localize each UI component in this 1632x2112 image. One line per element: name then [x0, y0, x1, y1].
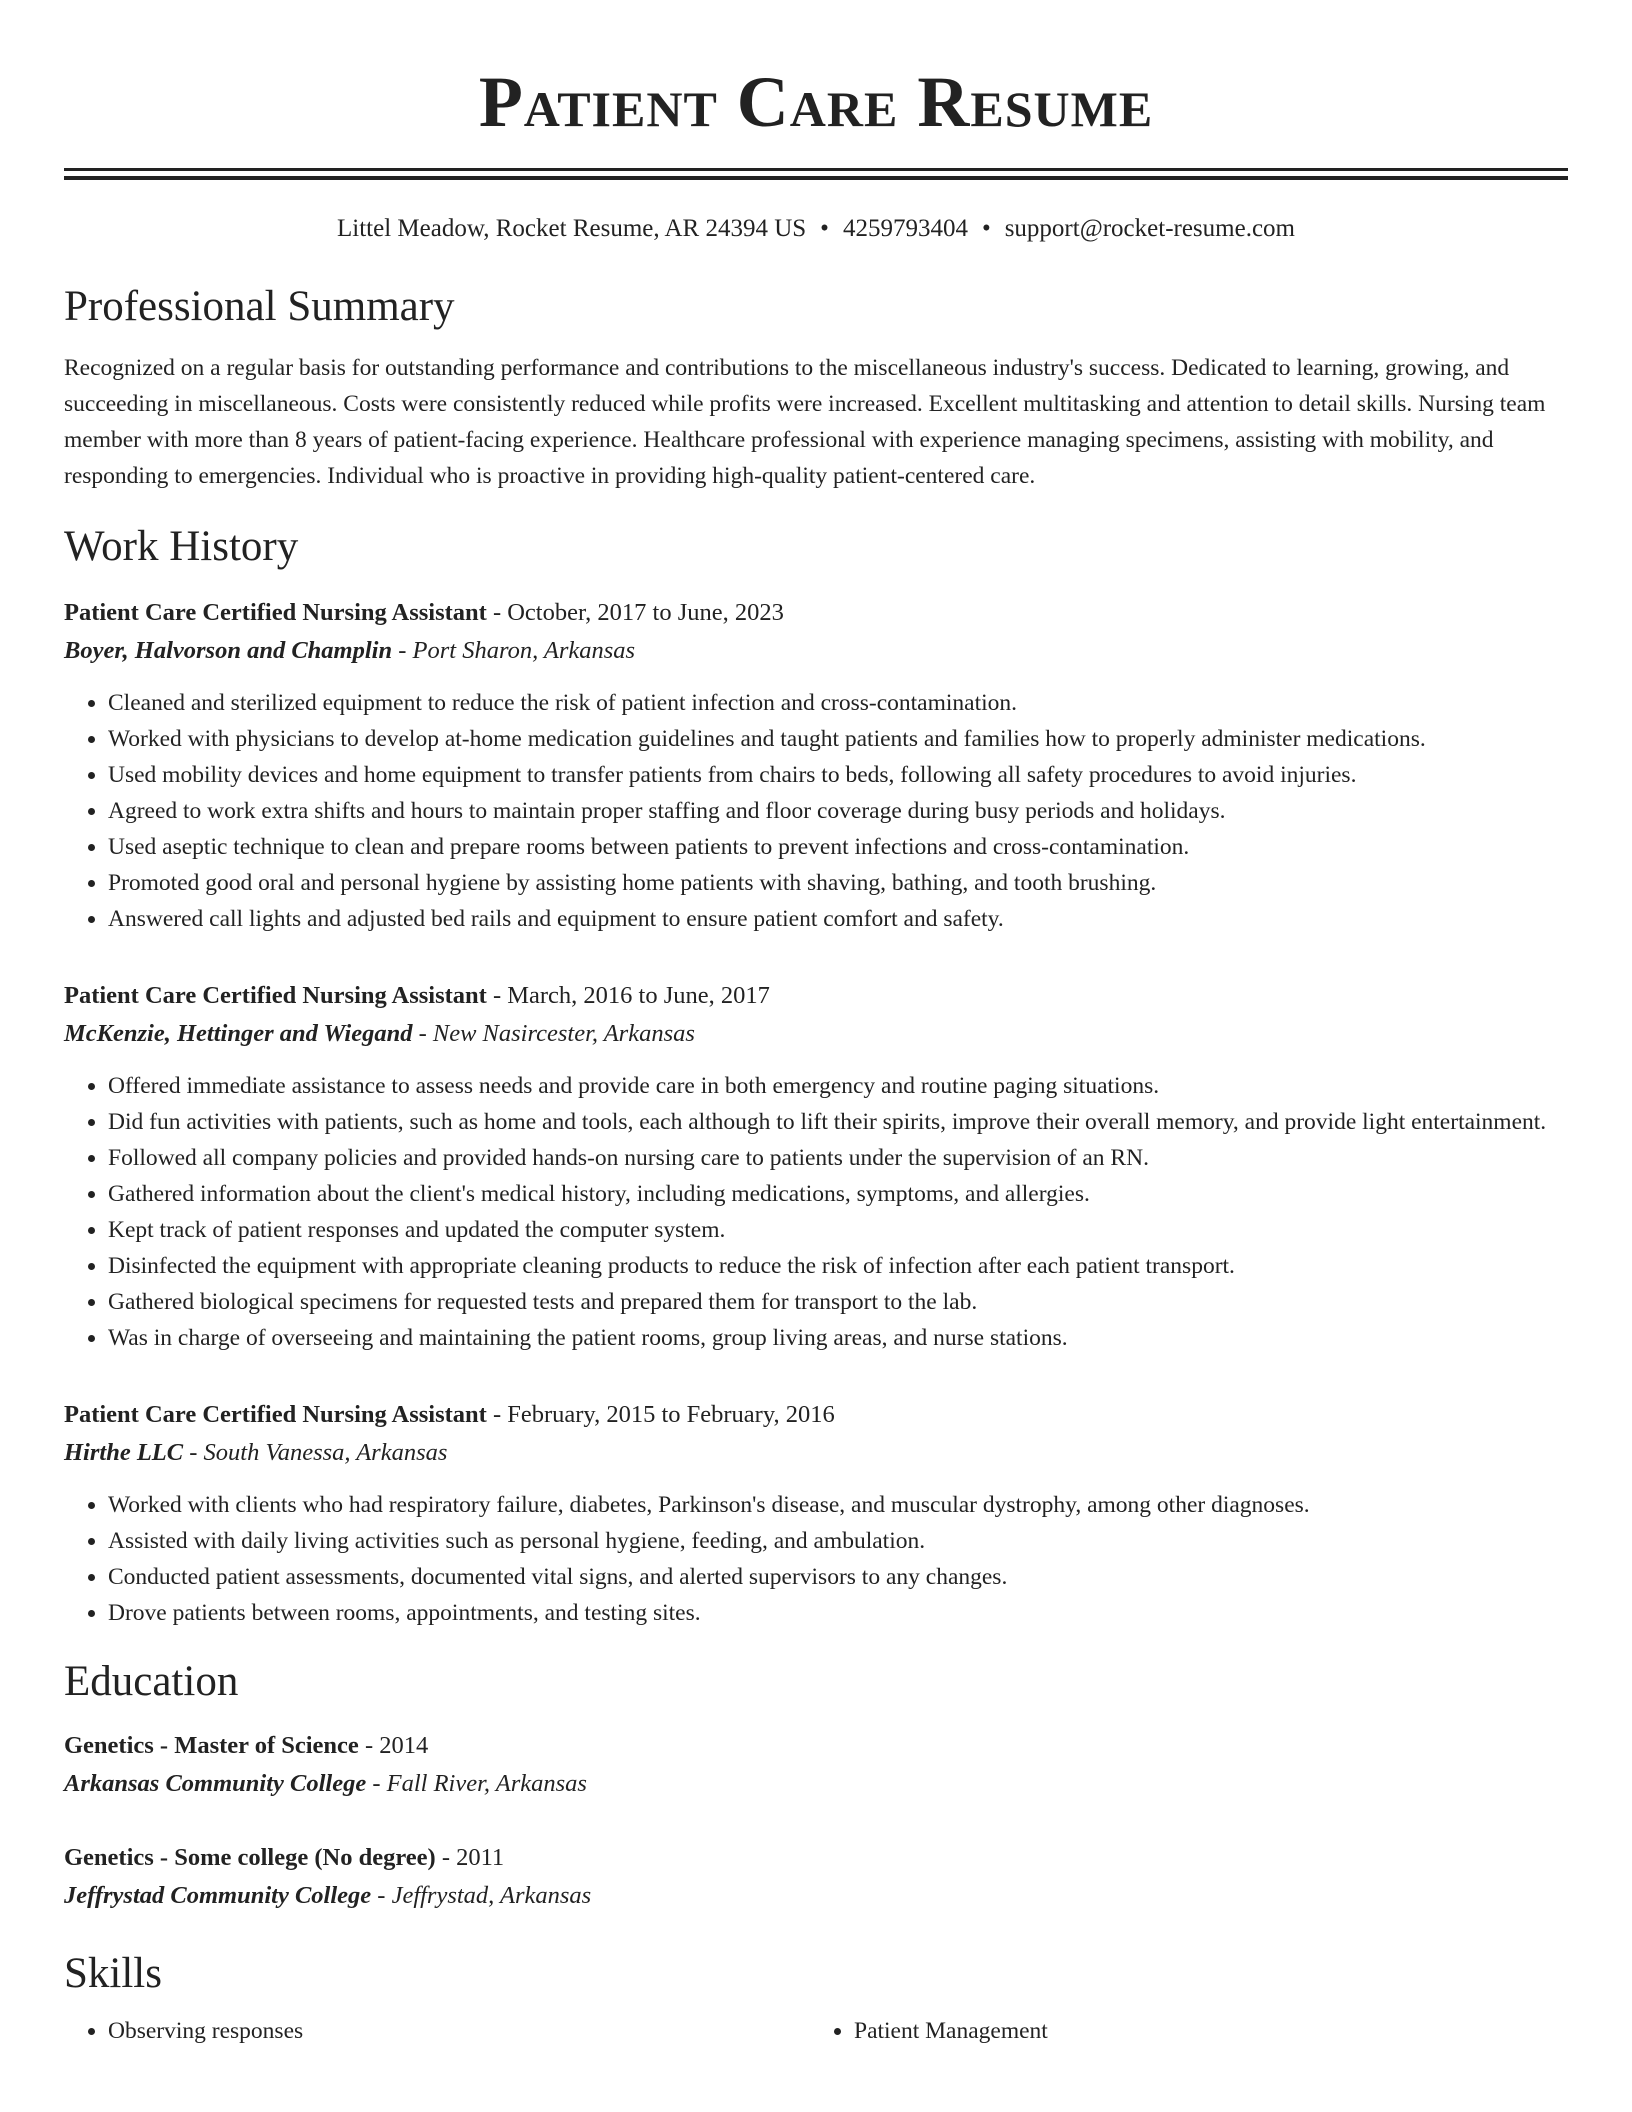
- education-year: - 2011: [435, 1844, 505, 1871]
- education-year: - 2014: [358, 1732, 429, 1759]
- education-school-line: [64, 1765, 1568, 1803]
- education-location: - Jeffrystad, Arkansas: [371, 1882, 592, 1909]
- job-bullet: • Gathered information about the client's medical history, including medications, symptoms, and allergies.: [108, 1176, 1568, 1212]
- education-school-line: [64, 1877, 1568, 1915]
- job-bullet: • Worked with physicians to develop at-home medication guidelines and taught patients and families how to properly administer medications.: [108, 721, 1568, 757]
- job-bullet: • Followed all company policies and provided hands-on nursing care to patients under the supervision of an RN.: [108, 1140, 1568, 1176]
- job-dates: - February, 2015 to February, 2016: [486, 1401, 835, 1428]
- job-bullet: • Offered immediate assistance to assess needs and provide care in both emergency and routine paging situations.: [108, 1068, 1568, 1104]
- job-title-line: [64, 1396, 1568, 1434]
- contact-separator: •: [981, 215, 991, 242]
- education-location: - Fall River, Arkansas: [366, 1770, 587, 1797]
- contact-email: support@rocket-resume.com: [1004, 215, 1295, 242]
- job-role: Patient Care Certified Nursing Assistant: [64, 982, 487, 1009]
- summary-text: Recognized on a regular basis for outstanding performance and contributions to the miscellaneous industry's success. Dedicated to learning, growing, and succeeding in miscellaneous. Costs were consistently reduced while profits were increased. Excellent multitasking and attention to detail skills. Nursing team member with more than 8 years of patient-facing experience. Healthcare professional with experience managing specimens, assisting with mobility, and responding to emergencies. Individual who is proactive in providing high-quality patient-centered care.: [64, 355, 1546, 489]
- skill-item: • Patient Management: [854, 2013, 1554, 2049]
- job-bullet: • Disinfected the equipment with appropriate cleaning products to reduce the risk of infection after each patient transport.: [108, 1248, 1568, 1284]
- job-bullet: • Answered call lights and adjusted bed rails and equipment to ensure patient comfort and safety.: [108, 901, 1568, 937]
- education-school: Jeffrystad Community College: [64, 1882, 372, 1909]
- education-heading: Education: [64, 1658, 239, 1705]
- job-company: Boyer, Halvorson and Champlin: [64, 637, 393, 664]
- contact-phone: 4259793404: [842, 215, 968, 242]
- job-role: Patient Care Certified Nursing Assistant: [64, 1401, 487, 1428]
- contact-address: Littel Meadow, Rocket Resume, AR 24394 US: [337, 215, 807, 242]
- job-bullets: [64, 1487, 1568, 1631]
- job-bullets: [64, 685, 1568, 937]
- skill-item: • Observing responses: [108, 2013, 808, 2049]
- job-dates: - October, 2017 to June, 2023: [486, 599, 784, 626]
- job-bullet: • Worked with clients who had respiratory failure, diabetes, Parkinson's disease, and muscular dystrophy, among other diagnoses.: [108, 1487, 1568, 1523]
- job-bullets: [64, 1068, 1568, 1356]
- job-bullet: • Used aseptic technique to clean and prepare rooms between patients to prevent infections and cross-contamination.: [108, 829, 1568, 865]
- job-bullet: • Agreed to work extra shifts and hours to maintain proper staffing and floor coverage during busy periods and holidays.: [108, 793, 1568, 829]
- job-bullet: • Used mobility devices and home equipment to transfer patients from chairs to beds, following all safety procedures to avoid injuries.: [108, 757, 1568, 793]
- contact-separator: •: [820, 215, 829, 242]
- job-location: - New Nasircester, Arkansas: [412, 1020, 695, 1047]
- job-bullet: • Promoted good oral and personal hygiene by assisting home patients with shaving, bathing, and tooth brushing.: [108, 865, 1568, 901]
- skills-list-right: [810, 2013, 1554, 2049]
- job-company: McKenzie, Hettinger and Wiegand: [64, 1020, 413, 1047]
- education-entry: [64, 1727, 1568, 1803]
- header-divider: [64, 168, 1568, 180]
- skills-list-left: [64, 2013, 808, 2049]
- education-entry: [64, 1839, 1568, 1915]
- job-location: - Port Sharon, Arkansas: [392, 637, 636, 664]
- skills-grid: [64, 2013, 1568, 2049]
- job-bullet: • Gathered biological specimens for requested tests and prepared them for transport to the lab.: [108, 1284, 1568, 1320]
- skills-heading: Skills: [64, 1950, 162, 1997]
- job-entry: [64, 1396, 1568, 1631]
- job-entry: [64, 977, 1568, 1356]
- job-bullet: • Assisted with daily living activities such as personal hygiene, feeding, and ambulation.: [108, 1523, 1568, 1559]
- education-degree: Genetics - Master of Science: [64, 1732, 359, 1759]
- job-entry: [64, 594, 1568, 937]
- job-dates: - March, 2016 to June, 2017: [486, 982, 770, 1009]
- resume-name: Patient Care Resume: [478, 62, 1154, 142]
- job-bullet: • Did fun activities with patients, such as home and tools, each although to lift their spirits, improve their overall memory, and provide light entertainment.: [108, 1104, 1568, 1140]
- job-company-line: [64, 632, 1568, 670]
- job-title-line: [64, 977, 1568, 1015]
- job-company-line: [64, 1434, 1568, 1472]
- contact-line: [64, 214, 1568, 244]
- summary-heading: Professional Summary: [64, 283, 455, 330]
- job-company-line: [64, 1015, 1568, 1053]
- job-title-line: [64, 594, 1568, 632]
- job-bullet: • Conducted patient assessments, documented vital signs, and alerted supervisors to any changes.: [108, 1559, 1568, 1595]
- education-degree: Genetics - Some college (No degree): [64, 1844, 436, 1871]
- education-degree-line: [64, 1727, 1568, 1765]
- education-school: Arkansas Community College: [64, 1770, 367, 1797]
- job-bullet: • Cleaned and sterilized equipment to reduce the risk of patient infection and cross-contamination.: [108, 685, 1568, 721]
- job-role: Patient Care Certified Nursing Assistant: [64, 599, 487, 626]
- job-location: - South Vanessa, Arkansas: [183, 1439, 448, 1466]
- job-bullet: • Was in charge of overseeing and maintaining the patient rooms, group living areas, and nurse stations.: [108, 1320, 1568, 1356]
- work-history-heading: Work History: [64, 523, 299, 570]
- job-bullet: • Kept track of patient responses and updated the computer system.: [108, 1212, 1568, 1248]
- job-company: Hirthe LLC: [64, 1439, 184, 1466]
- job-bullet: • Drove patients between rooms, appointments, and testing sites.: [108, 1595, 1568, 1631]
- education-degree-line: [64, 1839, 1568, 1877]
